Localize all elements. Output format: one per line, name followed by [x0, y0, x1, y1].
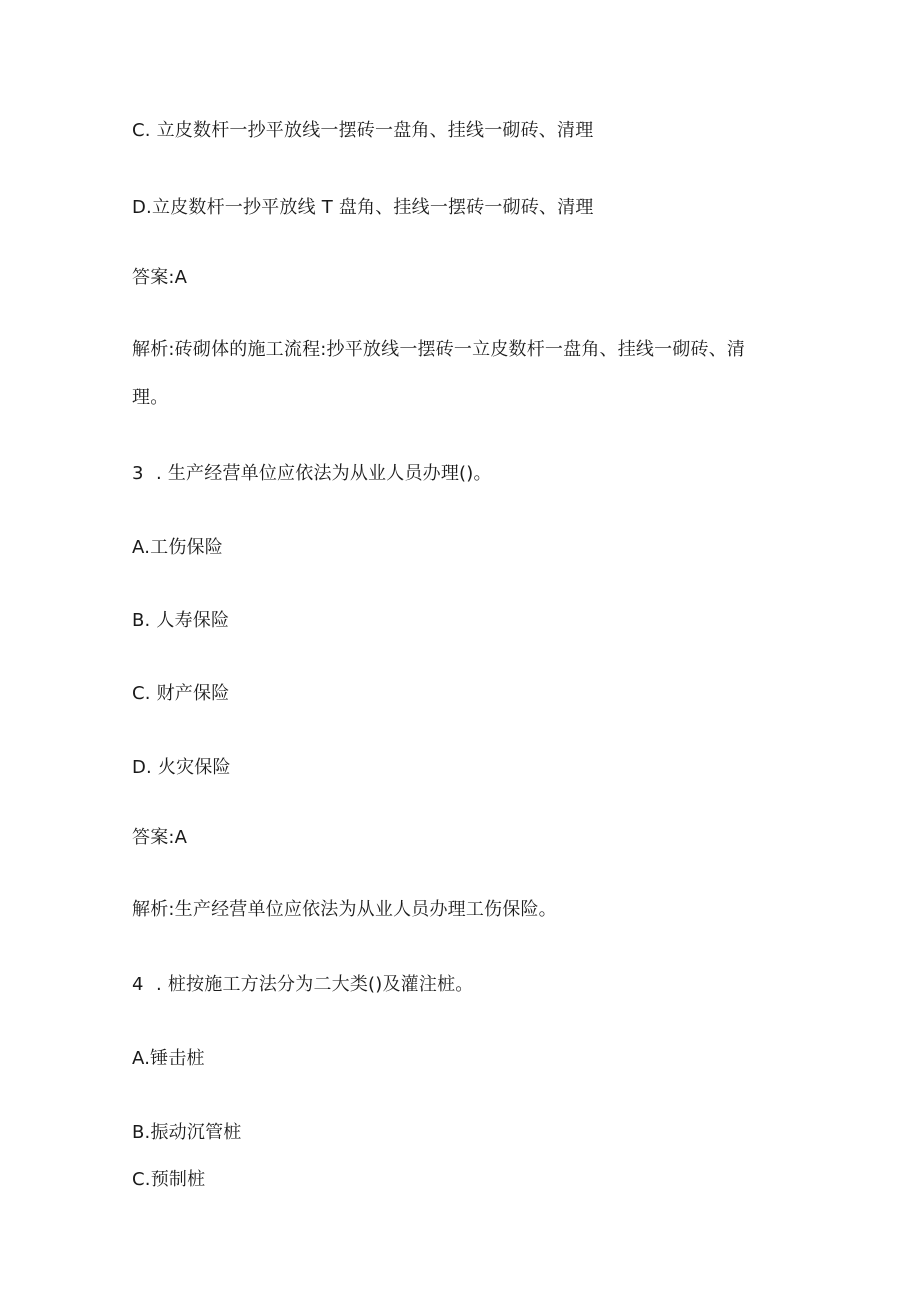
q3-option-d: D. 火灾保险 [132, 757, 231, 778]
q3-number: 3 [132, 463, 144, 484]
q2-option-d: D.立皮数杆一抄平放线 T 盘角、挂线一摆砖一砌砖、清理 [132, 197, 594, 218]
q3-question [132, 463, 492, 485]
q4-option-c: C.预制桩 [132, 1169, 206, 1190]
q3-stem: . 生产经营单位应依法为从业人员办理()。 [156, 463, 492, 484]
q2-option-c: C. 立皮数杆一抄平放线一摆砖一盘角、挂线一砌砖、清理 [132, 120, 594, 141]
q2-analysis-line1: 解析:砖砌体的施工流程:抄平放线一摆砖一立皮数杆一盘角、挂线一砌砖、清 [132, 339, 746, 360]
q3-answer: 答案:A [132, 827, 188, 848]
q2-answer: 答案:A [132, 267, 188, 288]
q3-option-b: B. 人寿保险 [132, 610, 230, 631]
q4-option-b: B.振动沉管桩 [132, 1122, 242, 1143]
q4-question [132, 974, 474, 996]
q3-analysis: 解析:生产经营单位应依法为从业人员办理工伤保险。 [132, 899, 557, 920]
q4-number: 4 [132, 974, 144, 995]
q3-option-a: A.工伤保险 [132, 537, 223, 558]
q4-option-a: A.锤击桩 [132, 1048, 205, 1069]
q3-option-c: C. 财产保险 [132, 683, 230, 704]
q2-analysis-line2: 理。 [132, 387, 169, 408]
q4-stem: . 桩按施工方法分为二大类()及灌注桩。 [156, 974, 474, 995]
